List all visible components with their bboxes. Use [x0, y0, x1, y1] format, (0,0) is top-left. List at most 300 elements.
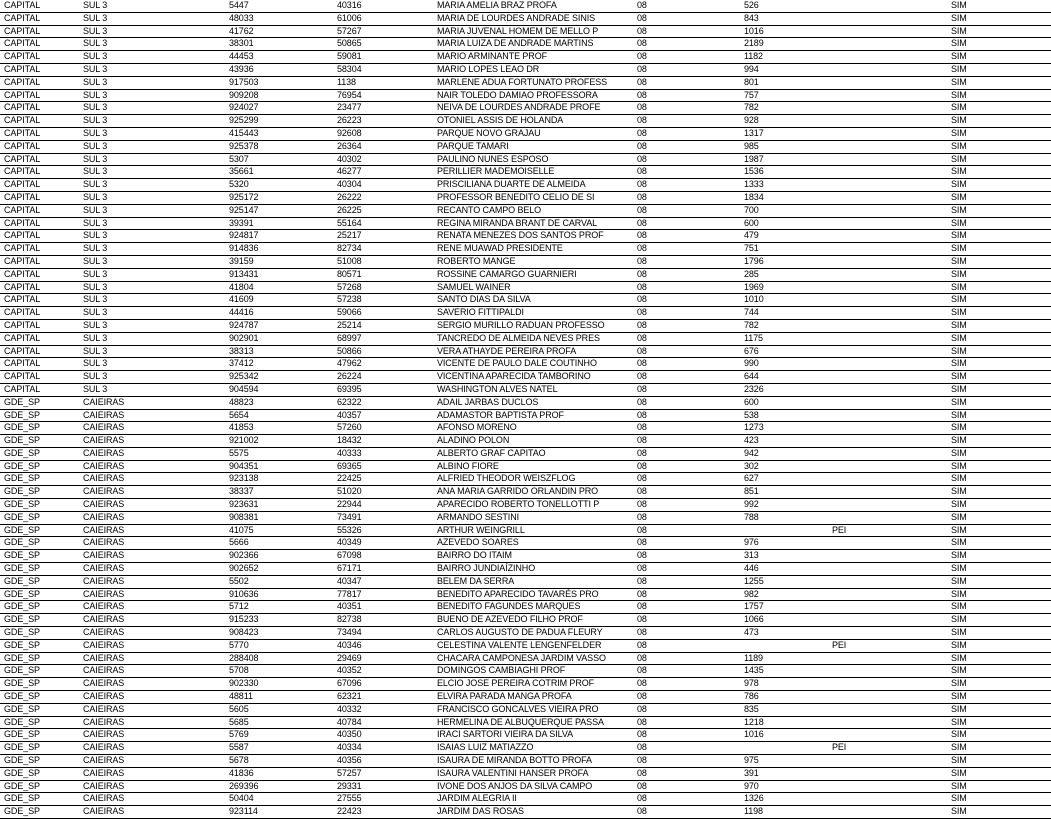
cell-unit-code: 40784 — [333, 716, 433, 729]
cell-status: SIM — [947, 140, 1051, 153]
cell-status: SIM — [947, 550, 1051, 563]
cell-students: 600 — [740, 396, 828, 409]
cell-unit-code: 73494 — [333, 627, 433, 640]
cell-students — [740, 639, 828, 652]
table-row — [0, 166, 1051, 179]
cell-program — [828, 627, 947, 640]
cell-program: PEI — [828, 742, 947, 755]
cell-program: PEI — [828, 639, 947, 652]
cell-school-name: PROFESSOR BENEDITO CELIO DE SI — [433, 191, 633, 204]
cell-directorate: CAIEIRAS — [79, 639, 225, 652]
cell-status: SIM — [947, 51, 1051, 64]
cell-region: CAPITAL — [0, 127, 79, 140]
cell-students: 676 — [740, 345, 828, 358]
cell-school-code: 908423 — [225, 627, 333, 640]
cell-region: CAPITAL — [0, 25, 79, 38]
cell-school-code: 41075 — [225, 524, 333, 537]
cell-students: 1016 — [740, 729, 828, 742]
cell-directorate: CAIEIRAS — [79, 716, 225, 729]
cell-school-code: 38337 — [225, 486, 333, 499]
cell-directorate: SUL 3 — [79, 294, 225, 307]
cell-students: 751 — [740, 243, 828, 256]
cell-school-name: ROSSINE CAMARGO GUARNIERI — [433, 268, 633, 281]
cell-students: 1435 — [740, 665, 828, 678]
cell-directorate: CAIEIRAS — [79, 460, 225, 473]
cell-program — [828, 601, 947, 614]
table-row — [0, 601, 1051, 614]
cell-status: SIM — [947, 422, 1051, 435]
cell-school-name: VERA ATHAYDE PEREIRA PROFA — [433, 345, 633, 358]
cell-school-name: VICENTE DE PAULO DALE COUTINHO — [433, 358, 633, 371]
cell-students: 538 — [740, 409, 828, 422]
cell-school-name: MARIO ARMINANTE PROF — [433, 51, 633, 64]
cell-region: CAPITAL — [0, 38, 79, 51]
cell-program — [828, 89, 947, 102]
cell-unit-code: 67171 — [333, 563, 433, 576]
table-row — [0, 499, 1051, 512]
cell-students: 285 — [740, 268, 828, 281]
cell-unit-code: 57267 — [333, 25, 433, 38]
cell-unit-code: 62322 — [333, 396, 433, 409]
cell-region: CAPITAL — [0, 332, 79, 345]
cell-region: CAPITAL — [0, 243, 79, 256]
cell-status: SIM — [947, 383, 1051, 396]
cell-status: SIM — [947, 460, 1051, 473]
cell-status: SIM — [947, 268, 1051, 281]
cell-program — [828, 460, 947, 473]
cell-students: 1536 — [740, 166, 828, 179]
cell-students: 835 — [740, 703, 828, 716]
cell-school-code: 925299 — [225, 115, 333, 128]
cell-status: SIM — [947, 345, 1051, 358]
cell-directorate: CAIEIRAS — [79, 588, 225, 601]
cell-grade: 08 — [633, 767, 740, 780]
cell-students: 1175 — [740, 332, 828, 345]
cell-unit-code: 59066 — [333, 307, 433, 320]
table-row — [0, 255, 1051, 268]
table-row — [0, 51, 1051, 64]
cell-students: 1317 — [740, 127, 828, 140]
cell-directorate: SUL 3 — [79, 281, 225, 294]
cell-students: 446 — [740, 563, 828, 576]
cell-grade: 08 — [633, 63, 740, 76]
cell-school-code: 41804 — [225, 281, 333, 294]
cell-unit-code: 40352 — [333, 665, 433, 678]
cell-directorate: SUL 3 — [79, 102, 225, 115]
cell-status: SIM — [947, 153, 1051, 166]
cell-unit-code: 47962 — [333, 358, 433, 371]
cell-directorate: CAIEIRAS — [79, 563, 225, 576]
table-row — [0, 716, 1051, 729]
cell-unit-code: 57268 — [333, 281, 433, 294]
cell-unit-code: 40349 — [333, 537, 433, 550]
table-row — [0, 140, 1051, 153]
cell-directorate: CAIEIRAS — [79, 767, 225, 780]
cell-grade: 08 — [633, 524, 740, 537]
cell-program — [828, 499, 947, 512]
cell-unit-code: 57260 — [333, 422, 433, 435]
cell-school-name: MARIA LUIZA DE ANDRADE MARTINS — [433, 38, 633, 51]
cell-school-name: AFONSO MORENO — [433, 422, 633, 435]
table-row — [0, 767, 1051, 780]
table-row — [0, 447, 1051, 460]
cell-grade: 08 — [633, 191, 740, 204]
cell-grade: 08 — [633, 678, 740, 691]
table-row — [0, 793, 1051, 806]
table-row — [0, 742, 1051, 755]
cell-program — [828, 767, 947, 780]
cell-unit-code: 27555 — [333, 793, 433, 806]
table-row — [0, 25, 1051, 38]
cell-region: CAPITAL — [0, 102, 79, 115]
cell-students: 1796 — [740, 255, 828, 268]
cell-school-code: 904351 — [225, 460, 333, 473]
cell-status: SIM — [947, 281, 1051, 294]
cell-school-name: ROBERTO MANGE — [433, 255, 633, 268]
table-row — [0, 12, 1051, 25]
cell-program: PEI — [828, 524, 947, 537]
cell-school-code: 909208 — [225, 89, 333, 102]
cell-program — [828, 422, 947, 435]
cell-status: SIM — [947, 204, 1051, 217]
cell-unit-code: 61006 — [333, 12, 433, 25]
cell-status: SIM — [947, 473, 1051, 486]
table-row — [0, 307, 1051, 320]
cell-students: 782 — [740, 102, 828, 115]
table-row — [0, 153, 1051, 166]
cell-school-name: MARLENE ADUA FORTUNATO PROFESS — [433, 76, 633, 89]
cell-status: SIM — [947, 729, 1051, 742]
cell-program — [828, 204, 947, 217]
cell-students: 1834 — [740, 191, 828, 204]
cell-students: 757 — [740, 89, 828, 102]
cell-program — [828, 678, 947, 691]
cell-school-name: WASHINGTON ALVES NATEL — [433, 383, 633, 396]
cell-program — [828, 179, 947, 192]
cell-grade: 08 — [633, 550, 740, 563]
cell-program — [828, 191, 947, 204]
cell-directorate: SUL 3 — [79, 319, 225, 332]
cell-region: GDE_SP — [0, 806, 79, 819]
cell-grade: 08 — [633, 115, 740, 128]
cell-unit-code: 69395 — [333, 383, 433, 396]
cell-grade: 08 — [633, 563, 740, 576]
cell-school-name: APARECIDO ROBERTO TONELLOTTI P — [433, 499, 633, 512]
cell-grade: 08 — [633, 102, 740, 115]
cell-school-code: 924817 — [225, 230, 333, 243]
cell-status: SIM — [947, 217, 1051, 230]
cell-grade: 08 — [633, 127, 740, 140]
cell-program — [828, 102, 947, 115]
cell-region: GDE_SP — [0, 486, 79, 499]
cell-region: CAPITAL — [0, 153, 79, 166]
cell-program — [828, 486, 947, 499]
cell-students — [740, 742, 828, 755]
cell-school-code: 904594 — [225, 383, 333, 396]
cell-school-code: 44416 — [225, 307, 333, 320]
cell-school-name: PERILLIER MADEMOISELLE — [433, 166, 633, 179]
cell-region: CAPITAL — [0, 383, 79, 396]
table-row — [0, 89, 1051, 102]
cell-status: SIM — [947, 25, 1051, 38]
table-row — [0, 38, 1051, 51]
cell-school-code: 41836 — [225, 767, 333, 780]
cell-unit-code: 40304 — [333, 179, 433, 192]
cell-unit-code: 76954 — [333, 89, 433, 102]
cell-students: 782 — [740, 319, 828, 332]
table-row — [0, 806, 1051, 819]
cell-students: 985 — [740, 140, 828, 153]
cell-school-code: 5307 — [225, 153, 333, 166]
cell-unit-code: 25214 — [333, 319, 433, 332]
cell-region: GDE_SP — [0, 665, 79, 678]
cell-students: 423 — [740, 435, 828, 448]
cell-status: SIM — [947, 755, 1051, 768]
cell-program — [828, 332, 947, 345]
cell-region: CAPITAL — [0, 204, 79, 217]
cell-unit-code: 92608 — [333, 127, 433, 140]
cell-unit-code: 40350 — [333, 729, 433, 742]
cell-grade: 08 — [633, 729, 740, 742]
cell-school-code: 914836 — [225, 243, 333, 256]
cell-region: GDE_SP — [0, 396, 79, 409]
cell-directorate: SUL 3 — [79, 204, 225, 217]
cell-grade: 08 — [633, 140, 740, 153]
cell-unit-code: 29331 — [333, 780, 433, 793]
cell-directorate: SUL 3 — [79, 12, 225, 25]
cell-school-name: RECANTO CAMPO BELO — [433, 204, 633, 217]
cell-school-name: MARIA AMELIA BRAZ PROFA — [433, 0, 633, 12]
table-row — [0, 473, 1051, 486]
cell-school-name: NEIVA DE LOURDES ANDRADE PROFE — [433, 102, 633, 115]
cell-directorate: SUL 3 — [79, 76, 225, 89]
cell-region: GDE_SP — [0, 588, 79, 601]
cell-students: 1987 — [740, 153, 828, 166]
cell-status: SIM — [947, 716, 1051, 729]
cell-region: GDE_SP — [0, 409, 79, 422]
cell-grade: 08 — [633, 268, 740, 281]
cell-directorate: SUL 3 — [79, 115, 225, 128]
cell-status: SIM — [947, 639, 1051, 652]
cell-school-name: PARQUE NOVO GRAJAU — [433, 127, 633, 140]
table-row — [0, 294, 1051, 307]
cell-unit-code: 80571 — [333, 268, 433, 281]
cell-status: SIM — [947, 63, 1051, 76]
cell-school-code: 5769 — [225, 729, 333, 742]
table-row — [0, 627, 1051, 640]
cell-school-code: 48811 — [225, 691, 333, 704]
cell-students: 744 — [740, 307, 828, 320]
cell-directorate: CAIEIRAS — [79, 703, 225, 716]
cell-students: 479 — [740, 230, 828, 243]
cell-school-name: ISAIAS LUIZ MATIAZZO — [433, 742, 633, 755]
cell-region: GDE_SP — [0, 793, 79, 806]
cell-unit-code: 23477 — [333, 102, 433, 115]
cell-status: SIM — [947, 614, 1051, 627]
cell-region: CAPITAL — [0, 294, 79, 307]
cell-region: CAPITAL — [0, 268, 79, 281]
cell-grade: 08 — [633, 294, 740, 307]
cell-region: CAPITAL — [0, 140, 79, 153]
cell-directorate: CAIEIRAS — [79, 806, 225, 819]
cell-grade: 08 — [633, 38, 740, 51]
cell-program — [828, 76, 947, 89]
cell-program — [828, 12, 947, 25]
cell-program — [828, 281, 947, 294]
cell-grade: 08 — [633, 383, 740, 396]
cell-program — [828, 729, 947, 742]
cell-school-name: MARIO LOPES LEAO DR — [433, 63, 633, 76]
table-row — [0, 204, 1051, 217]
cell-status: SIM — [947, 678, 1051, 691]
cell-school-name: BELEM DA SERRA — [433, 575, 633, 588]
cell-unit-code: 55326 — [333, 524, 433, 537]
cell-school-name: SAMUEL WAINER — [433, 281, 633, 294]
cell-status: SIM — [947, 767, 1051, 780]
cell-students: 473 — [740, 627, 828, 640]
cell-directorate: SUL 3 — [79, 268, 225, 281]
cell-status: SIM — [947, 780, 1051, 793]
table-row — [0, 435, 1051, 448]
cell-students: 788 — [740, 511, 828, 524]
table-row — [0, 550, 1051, 563]
cell-status: SIM — [947, 294, 1051, 307]
cell-directorate: SUL 3 — [79, 345, 225, 358]
cell-status: SIM — [947, 76, 1051, 89]
table-row — [0, 755, 1051, 768]
cell-directorate: SUL 3 — [79, 38, 225, 51]
cell-region: GDE_SP — [0, 537, 79, 550]
cell-region: CAPITAL — [0, 76, 79, 89]
cell-school-name: ISAURA VALENTINI HANSER PROFA — [433, 767, 633, 780]
cell-directorate: CAIEIRAS — [79, 396, 225, 409]
table-row — [0, 639, 1051, 652]
cell-region: GDE_SP — [0, 511, 79, 524]
cell-school-name: PAULINO NUNES ESPOSO — [433, 153, 633, 166]
cell-school-name: RENE MUAWAD PRESIDENTE — [433, 243, 633, 256]
cell-directorate: CAIEIRAS — [79, 511, 225, 524]
cell-program — [828, 409, 947, 422]
cell-school-name: FRANCISCO GONCALVES VIEIRA PRO — [433, 703, 633, 716]
cell-students: 975 — [740, 755, 828, 768]
table-row — [0, 729, 1051, 742]
cell-status: SIM — [947, 703, 1051, 716]
cell-region: GDE_SP — [0, 473, 79, 486]
cell-grade: 08 — [633, 217, 740, 230]
cell-directorate: CAIEIRAS — [79, 473, 225, 486]
cell-grade: 08 — [633, 473, 740, 486]
cell-program — [828, 575, 947, 588]
cell-program — [828, 230, 947, 243]
cell-directorate: CAIEIRAS — [79, 550, 225, 563]
cell-unit-code: 1138 — [333, 76, 433, 89]
cell-school-code: 415443 — [225, 127, 333, 140]
cell-grade: 08 — [633, 780, 740, 793]
cell-grade: 08 — [633, 396, 740, 409]
cell-program — [828, 255, 947, 268]
cell-program — [828, 473, 947, 486]
cell-school-name: HERMELINA DE ALBUQUERQUE PASSA — [433, 716, 633, 729]
cell-program — [828, 396, 947, 409]
cell-directorate: SUL 3 — [79, 383, 225, 396]
cell-program — [828, 358, 947, 371]
cell-students: 1333 — [740, 179, 828, 192]
cell-unit-code: 51008 — [333, 255, 433, 268]
cell-unit-code: 58304 — [333, 63, 433, 76]
cell-program — [828, 217, 947, 230]
cell-directorate: CAIEIRAS — [79, 601, 225, 614]
cell-region: CAPITAL — [0, 115, 79, 128]
cell-unit-code: 26225 — [333, 204, 433, 217]
cell-status: SIM — [947, 447, 1051, 460]
cell-status: SIM — [947, 102, 1051, 115]
table-row — [0, 191, 1051, 204]
cell-region: GDE_SP — [0, 422, 79, 435]
cell-school-name: ALFRIED THEODOR WEISZFLOG — [433, 473, 633, 486]
cell-students: 1189 — [740, 652, 828, 665]
cell-status: SIM — [947, 563, 1051, 576]
cell-region: GDE_SP — [0, 639, 79, 652]
cell-status: SIM — [947, 435, 1051, 448]
cell-school-name: ADAIL JARBAS DUCLOS — [433, 396, 633, 409]
cell-region: GDE_SP — [0, 524, 79, 537]
cell-school-name: BAIRRO DO ITAIM — [433, 550, 633, 563]
cell-status: SIM — [947, 191, 1051, 204]
cell-students — [740, 524, 828, 537]
cell-region: CAPITAL — [0, 319, 79, 332]
cell-students: 600 — [740, 217, 828, 230]
cell-school-code: 44453 — [225, 51, 333, 64]
cell-status: SIM — [947, 243, 1051, 256]
cell-grade: 08 — [633, 332, 740, 345]
cell-directorate: SUL 3 — [79, 243, 225, 256]
cell-directorate: SUL 3 — [79, 63, 225, 76]
cell-students: 391 — [740, 767, 828, 780]
cell-status: SIM — [947, 806, 1051, 819]
cell-status: SIM — [947, 179, 1051, 192]
cell-program — [828, 0, 947, 12]
table-row — [0, 102, 1051, 115]
cell-students: 2326 — [740, 383, 828, 396]
cell-students: 1273 — [740, 422, 828, 435]
cell-students: 982 — [740, 588, 828, 601]
cell-students: 978 — [740, 678, 828, 691]
cell-school-name: SAVERIO FITTIPALDI — [433, 307, 633, 320]
cell-program — [828, 243, 947, 256]
cell-region: CAPITAL — [0, 191, 79, 204]
cell-students: 1218 — [740, 716, 828, 729]
cell-program — [828, 716, 947, 729]
cell-region: GDE_SP — [0, 499, 79, 512]
cell-directorate: SUL 3 — [79, 166, 225, 179]
cell-students: 970 — [740, 780, 828, 793]
table-row — [0, 678, 1051, 691]
cell-school-name: BENEDITO APARECIDO TAVARÉS PRO — [433, 588, 633, 601]
cell-program — [828, 51, 947, 64]
cell-students: 976 — [740, 537, 828, 550]
cell-region: CAPITAL — [0, 63, 79, 76]
cell-program — [828, 268, 947, 281]
cell-grade: 08 — [633, 499, 740, 512]
cell-school-code: 925172 — [225, 191, 333, 204]
cell-students: 1066 — [740, 614, 828, 627]
cell-region: GDE_SP — [0, 435, 79, 448]
cell-school-code: 43936 — [225, 63, 333, 76]
table-row — [0, 691, 1051, 704]
cell-grade: 08 — [633, 0, 740, 12]
cell-school-code: 913431 — [225, 268, 333, 281]
cell-students: 801 — [740, 76, 828, 89]
